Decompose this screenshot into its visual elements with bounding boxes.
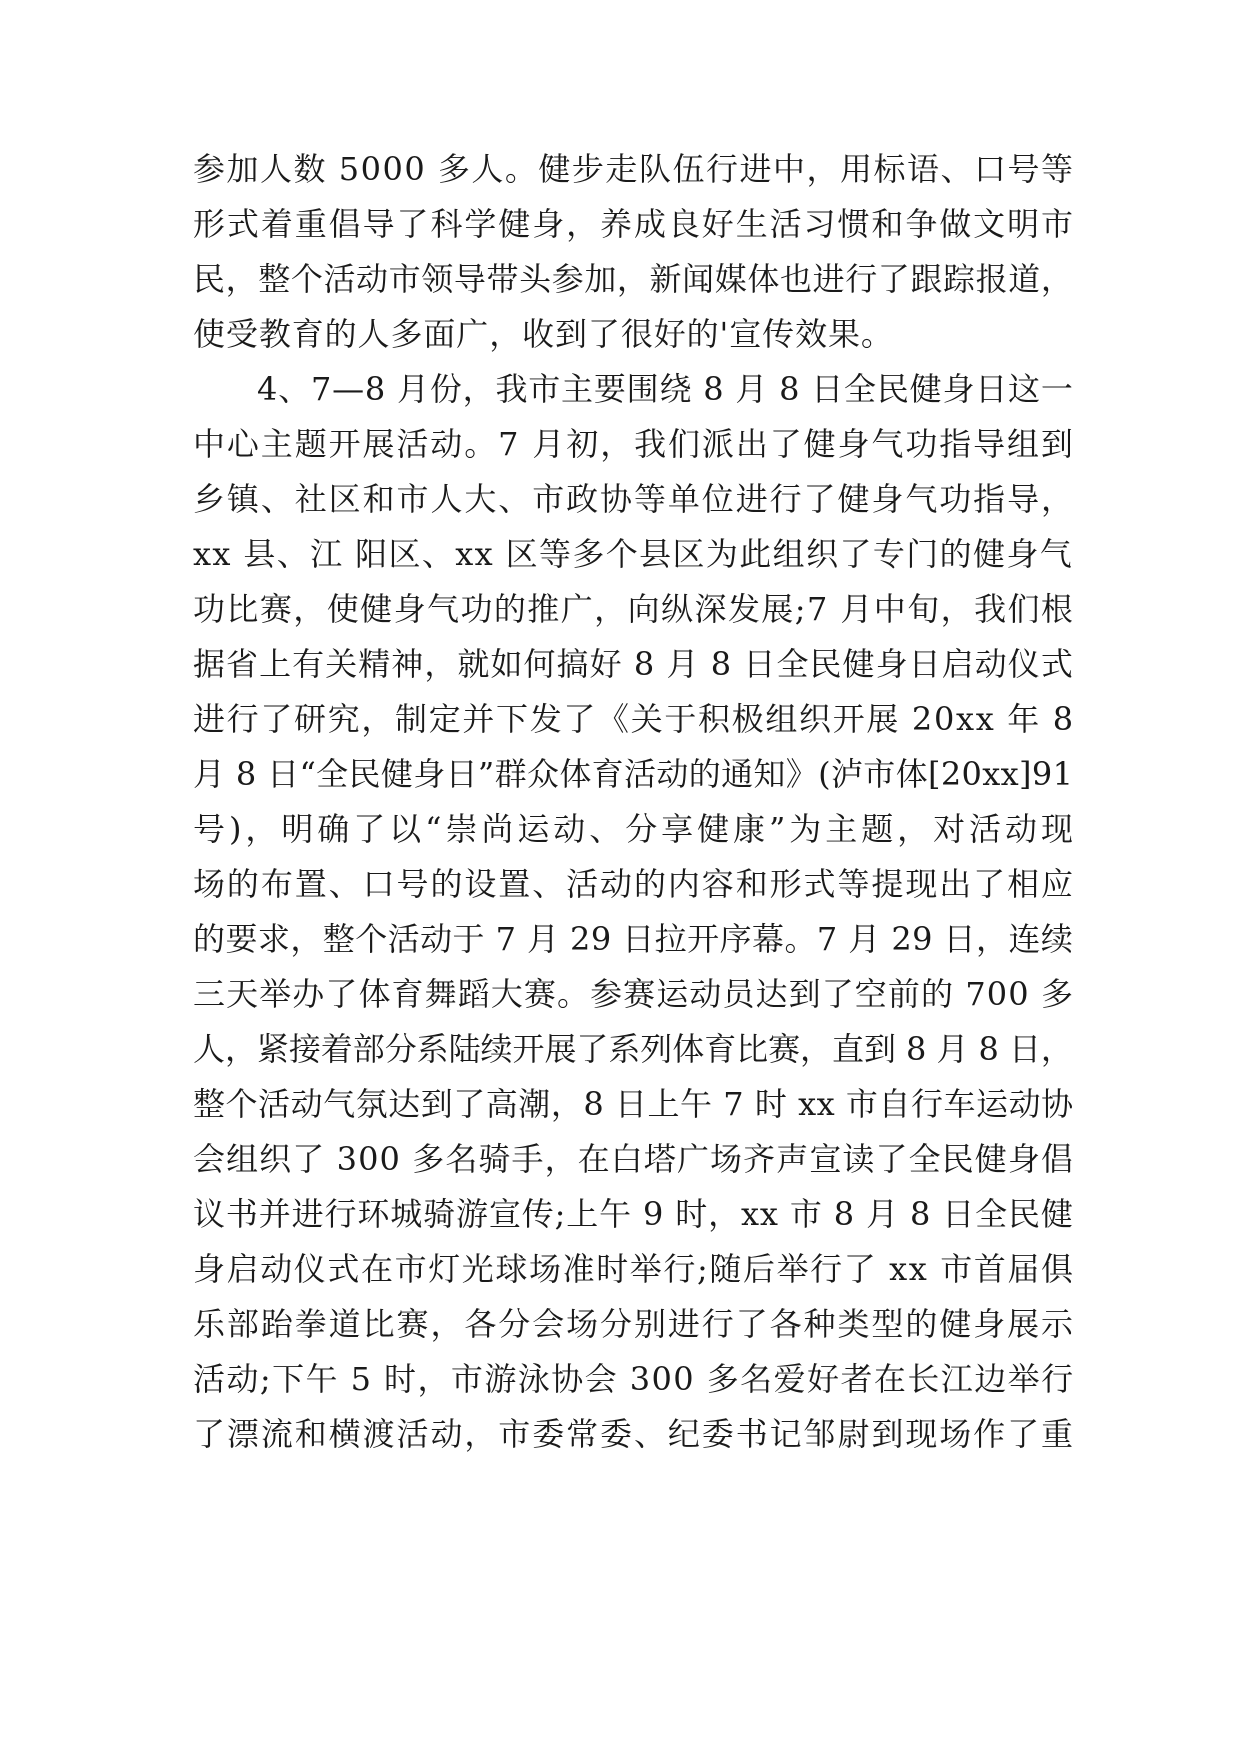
text-line: 身启动仪式在市灯光球场准时举行;随后举行了 xx 市首届俱 [193, 1250, 1075, 1288]
text-line: 月 8 日“全民健身日”群众体育活动的通知》(泸市体[20xx]91 [193, 755, 1074, 793]
text-line: 了漂流和横渡活动，市委常委、纪委书记邹尉到现场作了重 [193, 1415, 1075, 1453]
text-line: 三天举办了体育舞蹈大赛。参赛运动员达到了空前的 700 多 [193, 975, 1075, 1013]
text-line: 参加人数 5000 多人。健步走队伍行进中，用标语、口号等 [193, 150, 1075, 188]
text-line: 使受教育的人多面广，收到了很好的'宣传效果。 [193, 315, 894, 353]
text-line: 人，紧接着部分系陆续开展了系列体育比赛，直到 8 月 8 日， [193, 1030, 1073, 1068]
text-line: 据省上有关精神，就如何搞好 8 月 8 日全民健身日启动仪式 [193, 645, 1074, 683]
text-line: 民，整个活动市领导带头参加，新闻媒体也进行了跟踪报道， [193, 260, 1074, 298]
text-line: 议书并进行环城骑游宣传;上午 9 时，xx 市 8 月 8 日全民健 [193, 1195, 1074, 1233]
text-line: 乡镇、社区和市人大、市政协等单位进行了健身气功指导， [193, 480, 1075, 518]
text-line: 号)，明确了以“崇尚运动、分享健康”为主题，对活动现 [193, 810, 1077, 848]
text-line: 整个活动气氛达到了高潮，8 日上午 7 时 xx 市自行车运动协 [193, 1085, 1074, 1123]
paragraph-first-line: 4、7—8 月份，我市主要围绕 8 月 8 日全民健身日这一 [257, 370, 1074, 408]
text-line: 形式着重倡导了科学健身，养成良好生活习惯和争做文明市 [193, 205, 1075, 243]
text-line: 场的布置、口号的设置、活动的内容和形式等提现出了相应 [193, 865, 1075, 903]
text-line: 活动;下午 5 时，市游泳协会 300 多名爱好者在长江边举行 [193, 1360, 1075, 1398]
text-line: 中心主题开展活动。7 月初，我们派出了健身气功指导组到 [193, 425, 1075, 463]
text-line: xx 县、江 阳区、xx 区等多个县区为此组织了专门的健身气 [193, 535, 1074, 573]
text-line: 会组织了 300 多名骑手，在白塔广场齐声宣读了全民健身倡 [193, 1140, 1075, 1178]
text-line: 进行了研究，制定并下发了《关于积极组织开展 20xx 年 8 [193, 700, 1075, 738]
text-line: 功比赛，使健身气功的推广，向纵深发展;7 月中旬，我们根 [193, 590, 1075, 628]
text-line: 乐部跆拳道比赛，各分会场分别进行了各种类型的健身展示 [193, 1305, 1075, 1343]
text-line: 的要求，整个活动于 7 月 29 日拉开序幕。7 月 29 日，连续 [193, 920, 1074, 958]
